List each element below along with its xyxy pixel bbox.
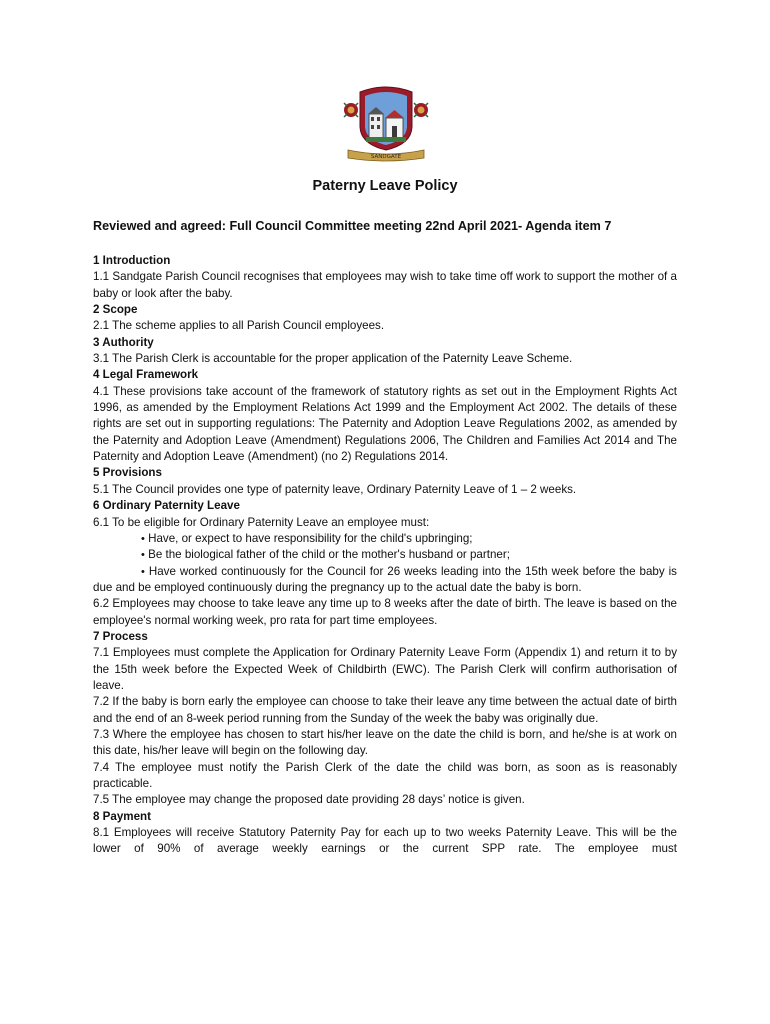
section-heading: 1 Introduction bbox=[93, 254, 171, 267]
review-note: Reviewed and agreed: Full Council Committee meeting 22nd April 2021- Agenda item 7 bbox=[93, 219, 612, 233]
paragraph: 7.2 If the baby is born early the employee can choose to take their leave any time between the actual date of birth and the end of an 8-week period running from the Sunday of the week the baby was originally due. bbox=[93, 695, 677, 725]
paragraph: 7.5 The employee may change the proposed date providing 28 days’ notice is given. bbox=[93, 793, 525, 807]
section-heading: 8 Payment bbox=[93, 809, 151, 823]
paragraph: 4.1 These provisions take account of the framework of statutory rights as set out in the Employment Rights Act 1996, as amended by the Employment Relations Act 1999 and the Employment Act 2002. The details of these rights are set out in supporting regulations: The Paternity and Adoption Leave Regulations 2002, as amended by the Paternity and Adoption Leave (Amendment) Regulations 2006, The Children and Families Act 2014 and The Paternity and Adoption Leave (Amendment) (no 2) Regulations 2014. bbox=[93, 384, 677, 464]
list-item: • Have, or expect to have responsibility for the child's upbringing; bbox=[141, 531, 473, 545]
paragraph: 8.1 Employees will receive Statutory Paternity Pay for each up to two weeks Paternity Leave. This will be the lower of 90% of average weekly earnings or the current SPP rate. The employee must bbox=[93, 826, 677, 856]
paragraph: 2.1 The scheme applies to all Parish Council employees. bbox=[93, 319, 385, 333]
section-heading: 5 Provisions bbox=[93, 466, 162, 480]
section-heading: 4 Legal Framework bbox=[93, 368, 199, 382]
paragraph: 6.2 Employees may choose to take leave any time up to 8 weeks after the date of birth. The leave is based on the employee's normal working week, pro rata for part time employees. bbox=[93, 597, 677, 627]
paragraph: 7.3 Where the employee has chosen to start his/her leave on the date the child is born, and he/she is at work on this date, his/her leave will begin on the following day. bbox=[93, 727, 677, 758]
list-item: • Have worked continuously for the Council for 26 weeks leading into the 15th week before the baby is due and be employed continuously during the pregnancy up to the actual date the baby is born. bbox=[93, 564, 677, 594]
document-title: Paterny Leave Policy bbox=[312, 178, 458, 194]
paragraph: 3.1 The Parish Clerk is accountable for the proper application of the Paternity Leave Scheme. bbox=[93, 352, 573, 366]
paragraph: 1.1 Sandgate Parish Council recognises that employees may wish to take time off work to support the mother of a baby or look after the baby. bbox=[93, 270, 677, 300]
bullet-icon: • bbox=[141, 532, 145, 545]
paragraph: 5.1 The Council provides one type of paternity leave, Ordinary Paternity Leave of 1 – 2 weeks. bbox=[93, 482, 577, 496]
paragraph: 6.1 To be eligible for Ordinary Paternity Leave an employee must: bbox=[93, 515, 430, 529]
eligibility-list bbox=[93, 531, 677, 596]
list-item: • Be the biological father of the child or the mother's husband or partner; bbox=[141, 548, 510, 562]
section-heading: 6 Ordinary Paternity Leave bbox=[93, 499, 240, 513]
section-heading: 3 Authority bbox=[93, 335, 154, 349]
rose-right-icon bbox=[414, 103, 428, 117]
rose-left-icon bbox=[344, 103, 358, 117]
policy-body bbox=[93, 253, 677, 858]
council-crest-logo bbox=[340, 84, 432, 162]
section-heading: 2 Scope bbox=[93, 303, 138, 317]
paragraph: 7.1 Employees must complete the Application for Ordinary Paternity Leave Form (Appendix 1) and return it to by the 15th week before the Expected Week of Childbirth (EWC). The Parish Clerk will confirm authorisation of leave. bbox=[93, 646, 677, 692]
bullet-icon: • bbox=[141, 565, 145, 578]
section-heading: 7 Process bbox=[93, 629, 148, 643]
bullet-icon: • bbox=[141, 549, 145, 562]
crest-banner-text: SANDGATE bbox=[370, 154, 402, 160]
paragraph: 7.4 The employee must notify the Parish Clerk of the date the child was born, as soon as is reasonably practicable. bbox=[93, 760, 677, 790]
